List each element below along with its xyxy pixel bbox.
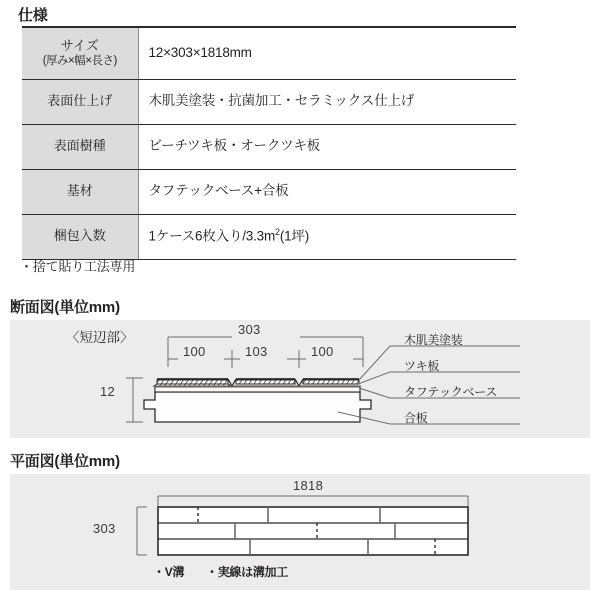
dim-total-width: 303	[238, 322, 261, 337]
spec-heading: 仕様	[18, 7, 48, 24]
legend-v-groove: ・V溝	[153, 565, 185, 579]
dimension-line-width	[137, 507, 147, 555]
spec-table	[22, 26, 516, 260]
plan-view-drawing	[10, 474, 590, 590]
table-row	[22, 79, 516, 124]
section-view-heading: 断面図(単位mm)	[10, 299, 120, 316]
section-view-drawing	[10, 320, 590, 438]
dimension-lines-total	[168, 337, 363, 367]
callout-label-tuftec-base: タフテックベース	[404, 385, 498, 399]
callout-label-veneer: ツキ板	[404, 359, 440, 373]
table-row	[22, 214, 516, 259]
callout-label-plywood: 合板	[404, 411, 428, 425]
plan-board-outline	[158, 507, 468, 555]
spec-label-surface-species: 表面樹種	[22, 124, 138, 169]
spec-label-size-main: サイズ	[60, 37, 99, 53]
spec-value-surface-finish: 木肌美塗装・抗菌加工・セラミックス仕上げ	[138, 79, 516, 124]
plan-view-panel	[10, 474, 590, 590]
dimension-lines-segments	[168, 350, 363, 368]
dim-segment-3: 100	[311, 344, 334, 359]
veneer-strips	[154, 380, 359, 386]
section-sub-label: 〈短辺部〉	[66, 330, 134, 345]
veneer-base-line	[154, 386, 360, 388]
dim-segment-1: 100	[183, 344, 206, 359]
spec-label-substrate: 基材	[22, 169, 138, 214]
spec-note: ・捨て貼り工法専用	[20, 259, 136, 274]
spec-label-size	[22, 27, 138, 79]
dim-plan-width: 303	[93, 521, 116, 536]
callout-label-coating: 木肌美塗装	[404, 333, 463, 347]
dim-segment-2: 103	[245, 344, 268, 359]
package-qty-post: (1坪)	[279, 228, 310, 244]
dim-thickness: 12	[100, 384, 116, 399]
package-qty-pre: 1ケース6枚入り/3.3m	[148, 228, 276, 244]
spec-label-surface-finish: 表面仕上げ	[22, 79, 138, 124]
table-row	[22, 27, 516, 79]
section-view-panel	[10, 320, 590, 438]
dim-plan-length: 1818	[293, 478, 324, 493]
plywood-layer	[144, 392, 371, 422]
spec-value-package-qty	[138, 214, 516, 259]
plan-view-heading: 平面図(単位mm)	[10, 453, 120, 470]
spec-label-package-qty: 梱包入数	[22, 214, 138, 259]
dimension-line-length	[158, 496, 468, 506]
table-row	[22, 124, 516, 169]
spec-value-substrate: タフテックベース+合板	[138, 169, 516, 214]
spec-label-size-sub: (厚み×幅×長さ)	[42, 55, 117, 68]
callout-leader-lines	[338, 346, 520, 424]
dimension-lines-thickness	[126, 378, 143, 422]
package-qty-sup: 2	[275, 227, 280, 238]
legend-solid-line: ・実線は溝加工	[206, 565, 288, 579]
table-row	[22, 169, 516, 214]
spec-value-size: 12×303×1818mm	[138, 27, 516, 79]
spec-value-surface-species: ビーチツキ板・オークツキ板	[138, 124, 516, 169]
